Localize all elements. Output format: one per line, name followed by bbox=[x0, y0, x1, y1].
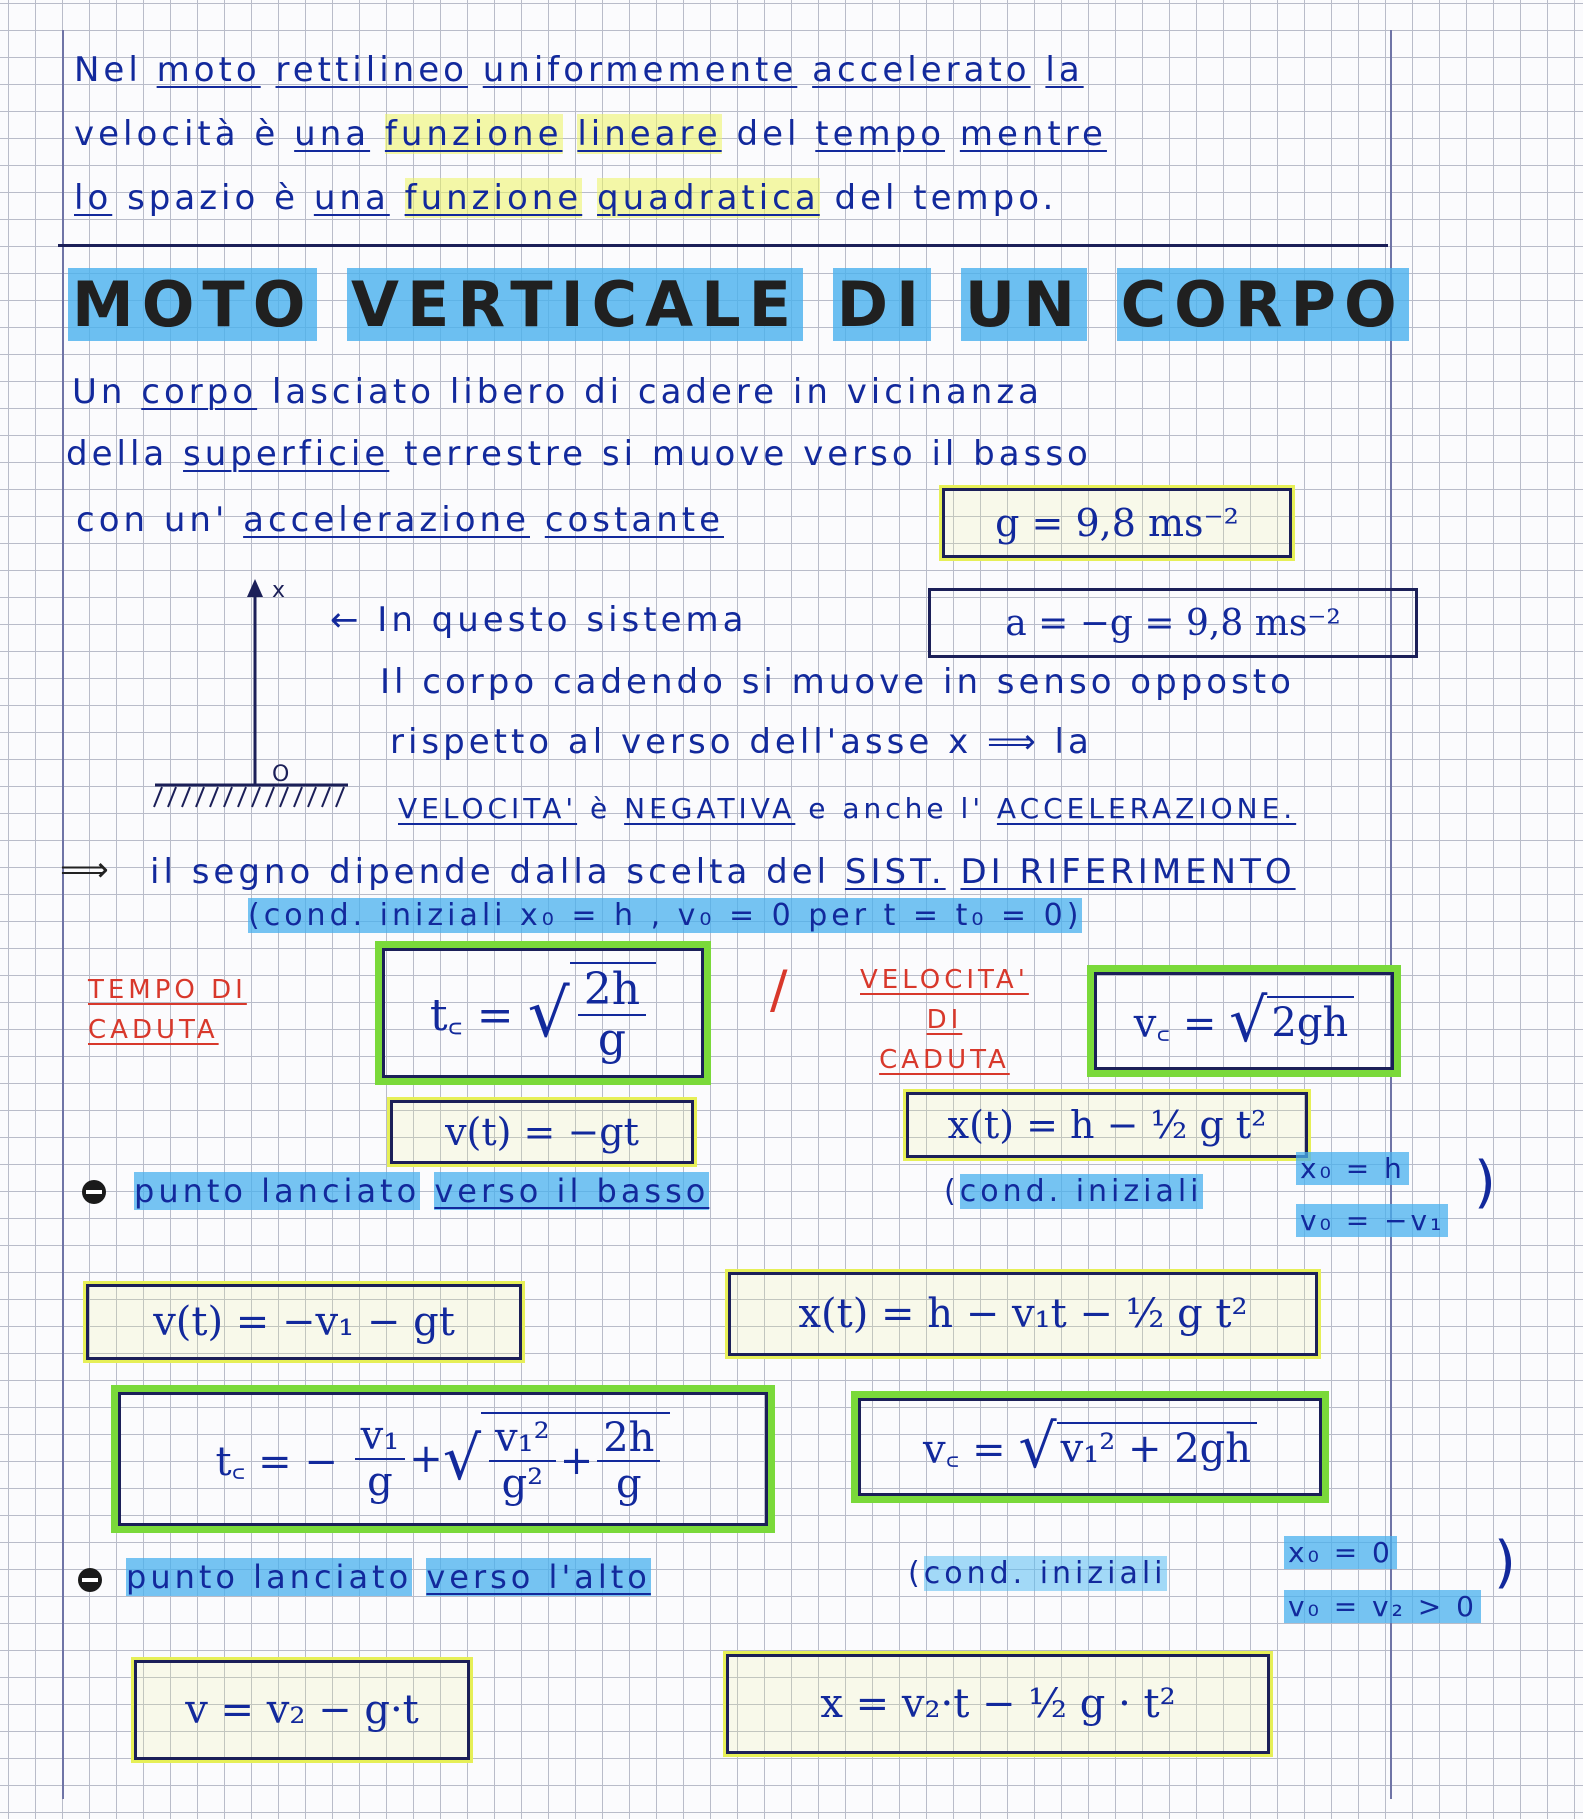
thrown-down-velocity-law: v(t) = −v₁ − gt bbox=[86, 1284, 522, 1360]
body-line-2: della superficie terrestre si muove verso il basso bbox=[66, 434, 1092, 474]
thrown-up-velocity-law: v = v₂ − g·t bbox=[134, 1660, 470, 1760]
thrown-up-cond-v0: v₀ = v₂ > 0 bbox=[1284, 1590, 1481, 1623]
free-fall-initial-conditions: (cond. iniziali x₀ = h , v₀ = 0 per t = t₀ = 0) bbox=[248, 898, 1083, 933]
axis-diagram bbox=[150, 575, 360, 815]
system-line-4: VELOCITA' è NEGATIVA e anche l' ACCELERAZIONE. bbox=[398, 792, 1297, 825]
thrown-down-heading: punto lanciato verso il basso bbox=[134, 1172, 710, 1210]
thrown-down-time-box: t꜀ = − $\frac{\text{v₁}}{g}$ + √ $\frac{\text{v₁²}}{\text{g²}}$ + $\frac{2h}{g}$ bbox=[118, 1392, 768, 1526]
section-title: MOTO VERTICALE DI UN CORPO bbox=[68, 268, 1409, 341]
thrown-up-position-law: x = v₂·t − ½ g · t² bbox=[726, 1654, 1270, 1754]
fall-velocity-label: VELOCITA' DI CADUTA bbox=[860, 965, 1029, 1075]
system-line-2: Il corpo cadendo si muove in senso opposto bbox=[380, 662, 1295, 702]
thrown-up-heading: punto lanciato verso l'alto bbox=[126, 1558, 651, 1596]
intro-line-3: lo spazio è una funzione quadratica del tempo. bbox=[74, 178, 1058, 218]
body-line-3: con un' accelerazione costante bbox=[76, 500, 724, 540]
free-fall-position-law: x(t) = h − ½ g t² bbox=[906, 1092, 1308, 1158]
axis-origin-label: O bbox=[272, 762, 290, 787]
separator-slash: / bbox=[770, 960, 792, 1020]
left-margin-line bbox=[62, 30, 64, 1799]
acceleration-box: a = −g = 9,8 ms⁻² bbox=[928, 588, 1418, 658]
ground-hatching bbox=[154, 787, 344, 807]
thrown-down-cond-v0: v₀ = −v₁ bbox=[1296, 1204, 1448, 1237]
thrown-down-velocity-box: v꜀ = √ v₁² + 2gh bbox=[858, 1398, 1322, 1496]
gravity-value-box: g = 9,8 ms⁻² bbox=[942, 488, 1292, 558]
x-axis-arrowhead bbox=[247, 579, 263, 597]
fall-velocity-formula-box: v꜀ = √ 2gh bbox=[1094, 972, 1394, 1070]
body-line-1: Un corpo lasciato libero di cadere in vicinanza bbox=[72, 372, 1044, 412]
fall-time-formula-box: t꜀ = √ $\frac{2h}{g}$ bbox=[382, 948, 704, 1078]
thrown-up-cond-x0: x₀ = 0 bbox=[1284, 1536, 1397, 1569]
thrown-down-position-law: x(t) = h − v₁t − ½ g t² bbox=[728, 1272, 1318, 1356]
thrown-down-cond-x0: x₀ = h bbox=[1296, 1152, 1409, 1185]
thrown-up-cond-label: (cond. iniziali bbox=[908, 1556, 1167, 1591]
divider bbox=[58, 244, 1388, 247]
minus-bullet-icon-2 bbox=[78, 1568, 102, 1592]
intro-line-1: Nel moto rettilineo uniformemente accelerato la bbox=[74, 50, 1084, 90]
sign-note: il segno dipende dalla scelta del SIST. DI RIFERIMENTO bbox=[150, 852, 1296, 892]
thrown-down-cond-label: (cond. iniziali bbox=[944, 1174, 1203, 1209]
system-line-1: ← In questo sistema bbox=[330, 600, 748, 640]
fall-time-label: TEMPO DI CADUTA bbox=[88, 975, 247, 1045]
axis-label-x: x bbox=[272, 578, 286, 603]
system-line-3: rispetto al verso dell'asse x ⟹ la bbox=[390, 722, 1093, 762]
thrown-down-paren-close: ) bbox=[1474, 1150, 1496, 1215]
free-fall-velocity-law: v(t) = −gt bbox=[390, 1100, 694, 1164]
thrown-up-paren-close: ) bbox=[1494, 1530, 1516, 1595]
minus-bullet-icon bbox=[82, 1180, 106, 1204]
intro-line-2: velocità è una funzione lineare del tempo mentre bbox=[74, 114, 1107, 154]
implies-arrow-icon: ⟹ bbox=[60, 850, 109, 890]
